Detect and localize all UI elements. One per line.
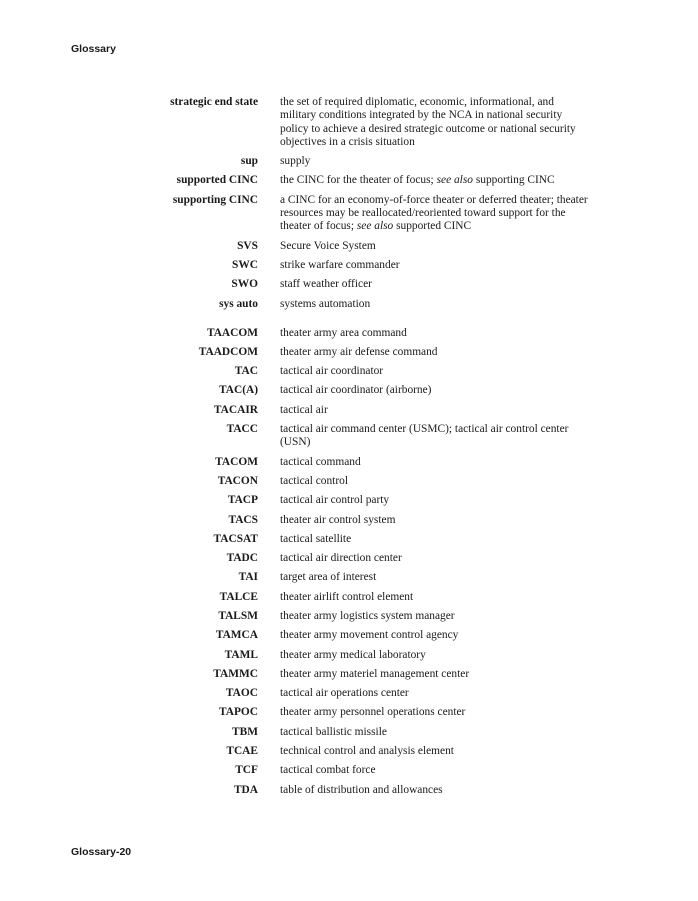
definition-text: theater army logistics system manager	[280, 610, 455, 622]
glossary-entry	[100, 668, 600, 681]
glossary-definition	[280, 552, 590, 565]
glossary-list	[100, 96, 600, 813]
glossary-definition	[280, 629, 590, 642]
glossary-definition	[280, 259, 590, 272]
glossary-entry	[100, 706, 600, 719]
glossary-definition	[280, 346, 590, 359]
glossary-definition	[280, 764, 590, 777]
glossary-term: strategic end state	[170, 96, 258, 108]
glossary-entry	[100, 174, 600, 187]
glossary-entry	[100, 365, 600, 378]
glossary-term: TALSM	[218, 610, 258, 622]
glossary-entry	[100, 327, 600, 340]
glossary-definition	[280, 174, 590, 187]
glossary-term: TALCE	[219, 590, 258, 603]
glossary-term: TACC	[226, 423, 258, 436]
glossary-definition	[280, 327, 590, 340]
glossary-entry	[100, 259, 600, 272]
definition-text: tactical control	[280, 474, 348, 487]
cross-reference-term: supported CINC	[393, 220, 472, 233]
glossary-entry	[100, 591, 600, 604]
glossary-term: TACON	[217, 474, 258, 487]
page-number: Glossary-20	[71, 846, 132, 858]
definition-text: theater army medical laboratory	[280, 648, 426, 661]
definition-text: theater air control system	[280, 513, 396, 526]
cross-reference-label: see also	[356, 220, 394, 233]
glossary-definition	[280, 298, 590, 311]
definition-text: systems automation	[280, 297, 371, 310]
glossary-term: TAADCOM	[198, 345, 258, 358]
glossary-definition	[280, 475, 590, 488]
glossary-entry	[100, 346, 600, 359]
glossary-definition	[280, 610, 590, 623]
glossary-definition	[280, 278, 590, 291]
glossary-term: supported CINC	[176, 174, 258, 187]
glossary-definition	[280, 571, 590, 584]
definition-text: tactical satellite	[280, 532, 352, 545]
glossary-entry	[100, 155, 600, 168]
glossary-entry	[100, 384, 600, 397]
glossary-definition	[280, 649, 590, 662]
cross-reference-term: supporting CINC	[472, 174, 555, 187]
glossary-definition	[280, 687, 590, 700]
definition-text: theater army movement control agency	[280, 629, 459, 642]
glossary-entry	[100, 687, 600, 700]
glossary-entry	[100, 726, 600, 739]
glossary-definition	[280, 784, 590, 797]
glossary-entry	[100, 423, 600, 450]
glossary-entry	[100, 494, 600, 507]
definition-text: a CINC for an economy-of-force theater or deferred theater; theater resources may be reallocated/reoriented toward support for the theater of focus;	[280, 193, 588, 233]
definition-text: the CINC for the theater of focus;	[280, 174, 437, 187]
glossary-term: SWO	[231, 278, 258, 291]
glossary-definition	[280, 726, 590, 739]
running-header: Glossary	[71, 43, 116, 55]
glossary-definition	[280, 365, 590, 378]
glossary-entry	[100, 240, 600, 253]
glossary-definition	[280, 494, 590, 507]
glossary-term: TAOC	[225, 687, 258, 700]
glossary-definition	[280, 423, 590, 450]
glossary-definition	[280, 155, 590, 168]
definition-text: target area of interest	[280, 571, 377, 584]
glossary-definition	[280, 533, 590, 546]
glossary-entry	[100, 533, 600, 546]
definition-text: tactical air coordinator	[280, 365, 384, 378]
definition-text: strike warfare commander	[280, 258, 400, 271]
glossary-term: supporting CINC	[172, 193, 258, 206]
definition-text: theater army materiel management center	[280, 667, 470, 680]
glossary-term: TDA	[233, 783, 258, 796]
glossary-term: TACAIR	[213, 403, 258, 416]
glossary-entry	[100, 552, 600, 565]
glossary-entry	[100, 629, 600, 642]
glossary-term: TACS	[228, 513, 258, 526]
definition-text: tactical air command center (USMC); tactical air control center (USN)	[280, 423, 569, 449]
glossary-entry	[100, 96, 600, 149]
glossary-term: TBM	[232, 725, 258, 738]
definition-text: theater army air defense command	[280, 345, 438, 358]
definition-text: staff weather officer	[280, 278, 372, 291]
definition-text: the set of required diplomatic, economic, informational, and military conditions integrated by the NCA in national security policy to achieve a desired strategic outcome or national security objectives in a crisis situation	[280, 96, 576, 148]
glossary-definition	[280, 514, 590, 527]
definition-text: tactical air control party	[280, 494, 390, 507]
definition-text: table of distribution and allowances	[280, 783, 443, 796]
glossary-definition	[280, 706, 590, 719]
glossary-entry	[100, 610, 600, 623]
glossary-entry	[100, 456, 600, 469]
glossary-term: TAMMC	[213, 667, 258, 680]
definition-text: tactical ballistic missile	[280, 725, 387, 738]
glossary-term: TAML	[224, 648, 258, 661]
glossary-term: SVS	[237, 239, 258, 252]
glossary-definition	[280, 96, 590, 149]
glossary-term: TAI	[238, 571, 258, 584]
glossary-definition	[280, 384, 590, 397]
definition-text: theater army area command	[280, 326, 407, 339]
definition-text: tactical command	[280, 455, 361, 468]
definition-text: tactical air coordinator (airborne)	[280, 384, 432, 397]
definition-text: technical control and analysis element	[280, 745, 454, 758]
glossary-term: TCAE	[226, 745, 258, 758]
definition-text: tactical combat force	[280, 764, 376, 777]
glossary-definition	[280, 591, 590, 604]
definition-text: tactical air direction center	[280, 552, 402, 565]
definition-text: supply	[280, 155, 311, 168]
glossary-term: TAMCA	[215, 629, 258, 642]
glossary-definition	[280, 745, 590, 758]
glossary-term: sup	[240, 155, 258, 168]
glossary-entry	[100, 194, 600, 234]
glossary-term: TCF	[235, 764, 258, 777]
glossary-term: TADC	[226, 552, 258, 565]
glossary-entry	[100, 649, 600, 662]
glossary-entry	[100, 784, 600, 797]
glossary-entry	[100, 745, 600, 758]
glossary-term: SWC	[232, 258, 258, 271]
glossary-entry	[100, 404, 600, 417]
glossary-entry	[100, 475, 600, 488]
glossary-term: TAPOC	[218, 706, 258, 719]
glossary-term: TAC	[234, 365, 258, 378]
glossary-definition	[280, 240, 590, 253]
glossary-entry	[100, 764, 600, 777]
glossary-definition	[280, 404, 590, 417]
glossary-term: sys auto	[219, 297, 258, 310]
glossary-term: TACP	[227, 494, 258, 507]
glossary-entry	[100, 571, 600, 584]
glossary-term: TACOM	[215, 455, 258, 468]
definition-text: Secure Voice System	[280, 239, 376, 252]
definition-text: theater airlift control element	[280, 590, 414, 603]
glossary-term: TAACOM	[206, 326, 258, 339]
definition-text: tactical air	[280, 403, 328, 416]
glossary-definition	[280, 194, 590, 234]
definition-text: tactical air operations center	[280, 687, 409, 700]
glossary-entry	[100, 278, 600, 291]
definition-text: theater army personnel operations center	[280, 706, 466, 719]
glossary-definition	[280, 456, 590, 469]
glossary-term: TAC(A)	[218, 384, 258, 397]
cross-reference-label: see also	[436, 174, 473, 187]
glossary-group	[100, 96, 600, 311]
glossary-entry	[100, 298, 600, 311]
glossary-group	[100, 327, 600, 797]
glossary-entry	[100, 514, 600, 527]
glossary-definition	[280, 668, 590, 681]
glossary-term: TACSAT	[213, 532, 258, 545]
